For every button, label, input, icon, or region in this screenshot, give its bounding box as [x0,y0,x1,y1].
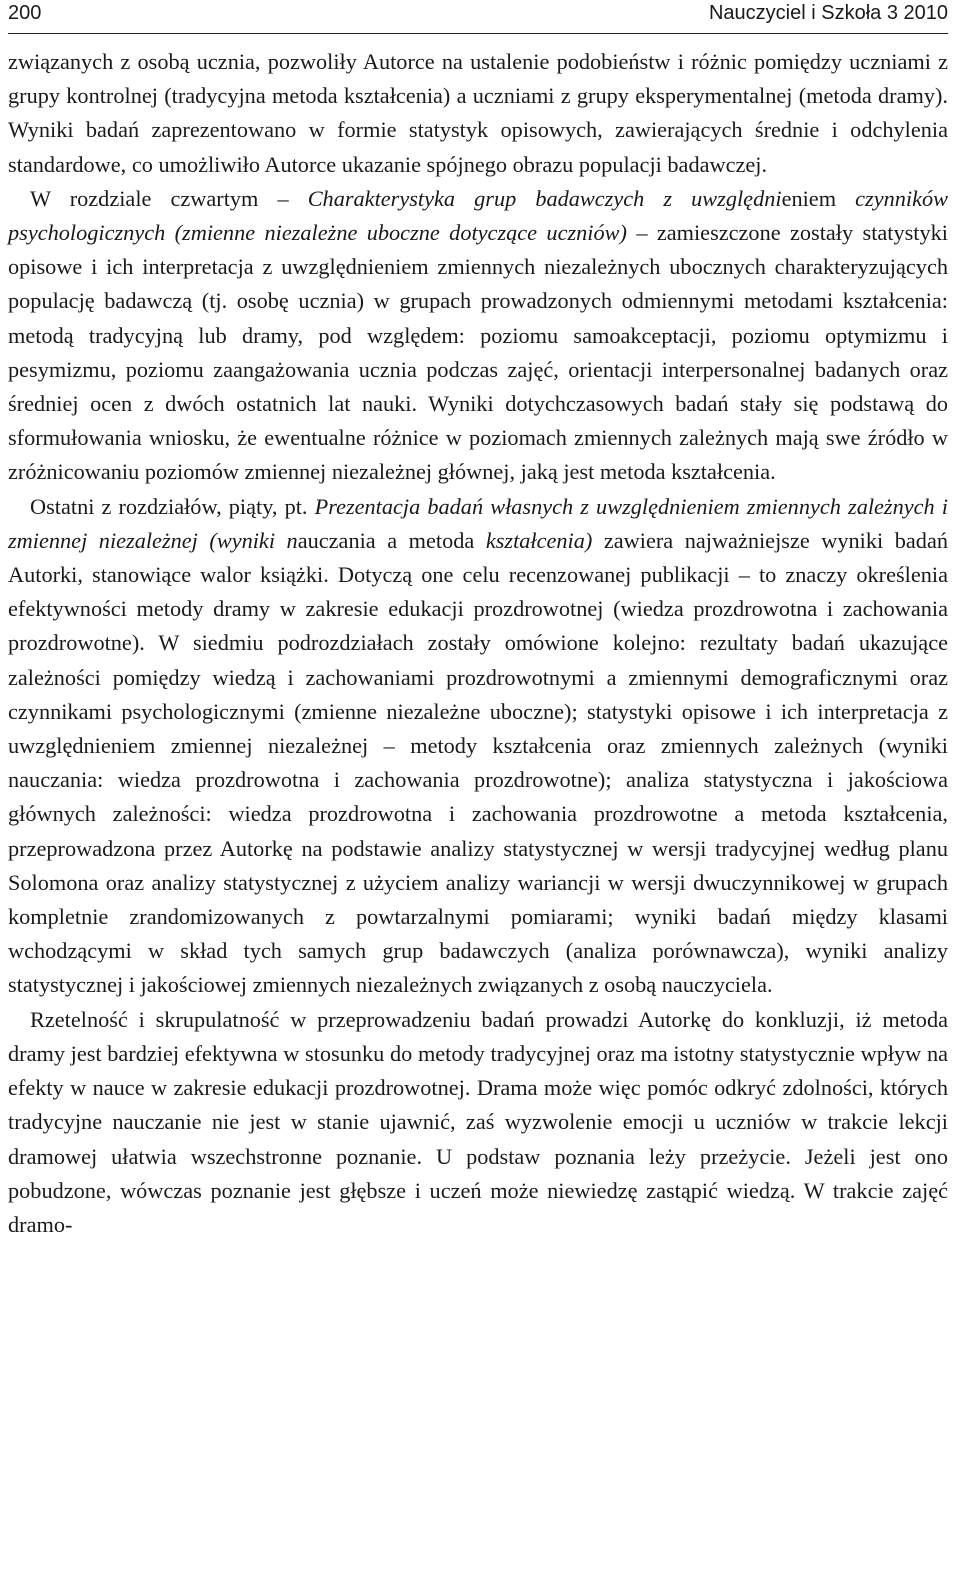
paragraph [8,182,948,490]
text-run: związanych z osobą ucznia, pozwoliły Autorce na ustalenie podobieństw i różnic pomiędzy uczniami z grupy kontrolnej (tradycyjna metoda kształcenia) a uczniami z grupy eksperymentalnej (metoda dramy). Wyniki badań zaprezentowano w formie statystyk opisowych, zawierających średnie i odchylenia standardowe, co umożliwiło Autorce ukazanie spójnego obrazu populacji badawczej. [8,49,948,177]
journal-title: Nauczyciel i Szkoła 3 2010 [708,2,948,24]
paragraph [8,1003,948,1242]
italic-text-run: Charakterystyka grup badawczych z uwzględni [307,185,782,211]
italic-text-run: Prezentacja badań własnych z uwzględnieniem zmiennych zależnych i zmiennej niezależnej (wyniki n [8,493,948,553]
page-number: 200 [8,2,42,24]
text-run: W rozdziale czwartym – [30,185,308,211]
italic-text-run: kształcenia) [485,527,593,553]
text-run: eniem [781,185,856,211]
paragraph [8,490,948,1003]
body-text [8,45,948,1242]
document-page [8,0,948,1576]
text-run: zawiera najważniejsze wyniki badań Autorki, stanowiące walor książki. Dotyczą one celu recenzowanej publikacji – to znaczy określenia efektywności metody dramy w zakresie edukacji prozdrowotnej (wiedza prozdrowotna i zachowania prozdrowotne). W siedmiu podrozdziałach zostały omówione kolejno: rezultaty badań ukazujące zależności pomiędzy wiedzą i zachowaniami prozdrowotnymi a zmiennymi demograficznymi oraz czynnikami psychologicznymi (zmienne niezależne uboczne); statystyki opisowe i ich interpretacja z uwzględnieniem zmiennej niezależnej – metody kształcenia oraz zmiennych zależnych (wyniki nauczania: wiedza prozdrowotna i zachowania prozdrowotne); analiza statystyczna i jakościowa głównych zależności: wiedza prozdrowotna i zachowania prozdrowotne a metoda kształcenia, przeprowadzona przez Autorkę na podstawie analizy statystycznej w wersji tradycyjnej według planu Solomona oraz analizy statystycznej z użyciem analizy wariancji w wersji dwuczynnikowej w grupach kompletnie zrandomizowanych z powtarzalnymi pomiarami; wyniki badań między klasami wchodzącymi w skład tych samych grup badawczych (analiza porównawcza), wyniki analizy statystycznej i jakościowej zmiennych niezależnych związanych z osobą nauczyciela. [8,527,948,998]
text-run: Rzetelność i skrupulatność w przeprowadzeniu badań prowadzi Autorkę do konkluzji, iż metoda dramy jest bardziej efektywna w stosunku do metody tradycyjnej oraz ma istotny statystycznie wpływ na efekty w nauce w zakresie edukacji prozdrowotnej. Drama może więc pomóc odkryć zdolności, których tradycyjne nauczanie nie jest w stanie ujawnić, zaś wyzwolenie emocji u uczniów w trakcie lekcji dramowej ułatwia wszechstronne poznanie. U podstaw poznania leży przeżycie. Jeżeli jest ono pobudzone, wówczas poznanie jest głębsze i uczeń może niewiedzę zastąpić wiedzą. W trakcie zajęć dramo- [8,1006,948,1237]
running-header [8,0,948,34]
italic-text-run: czynników psychologicznych (zmienne niezależne uboczne dotyczące uczniów) [8,185,949,246]
text-run: – zamieszczone zostały statystyki opisowe i ich interpretacja z uwzględnieniem zmiennych niezależnych ubocznych charakteryzujących populację badawczą (tj. osobę ucznia) w grupach prowadzonych odmiennymi metodami kształcenia: metodą tradycyjną lub dramy, pod względem: poziomu samoakceptacji, poziomu optymizmu i pesymizmu, poziomu zaangażowania ucznia podczas zajęć, orientacji interpersonalnej badanych oraz średniej ocen z dwóch ostatnich lat nauki. Wyniki dotychczasowych badań stały się podstawą do sformułowania wniosku, że ewentualne różnice w poziomach zmiennych zależnych mają swe źródło w zróżnicowaniu poziomów zmiennej niezależnej głównej, jaką jest metoda kształcenia. [8,220,948,485]
paragraph [8,45,948,182]
text-run: Ostatni z rozdziałów, piąty, pt. [30,493,315,519]
text-run: auczania a metoda [297,527,486,553]
